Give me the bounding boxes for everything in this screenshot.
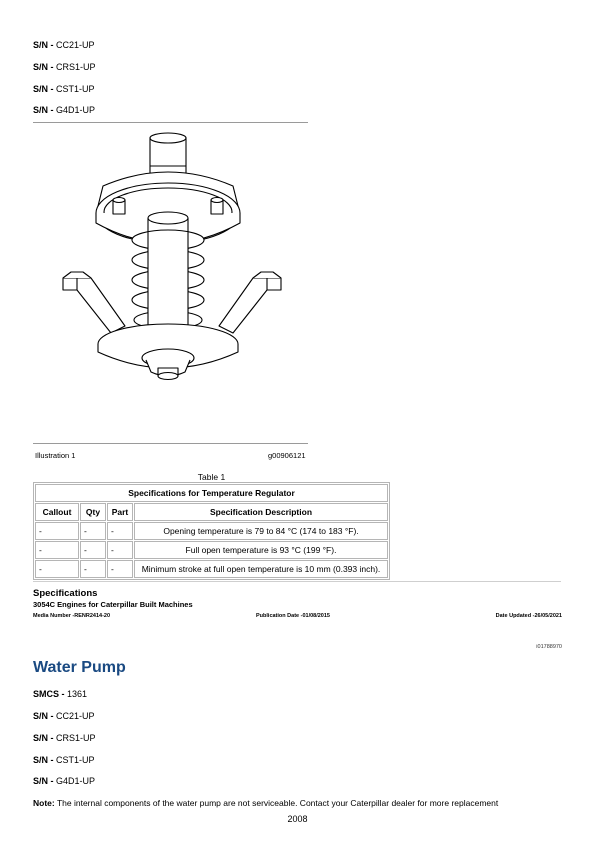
serial-number-line [33, 40, 95, 50]
column-header: Callout [35, 503, 79, 521]
column-header: Specification Description [134, 503, 388, 521]
specification-table [33, 482, 390, 580]
note-paragraph [33, 798, 498, 808]
sn-label: S/N - [33, 711, 54, 721]
table-cell: Full open temperature is 93 °C (199 °F). [134, 541, 388, 559]
smcs-value: 1361 [67, 689, 88, 699]
table-heading: Specifications for Temperature Regulator [35, 484, 388, 502]
sn-value: G4D1-UP [56, 105, 96, 115]
table-title: Table 1 [197, 472, 226, 482]
note-text: The internal components of the water pump are not serviceable. Contact your Caterpillar dealer for more replacement [56, 798, 499, 808]
sn-value: CRS1-UP [56, 62, 96, 72]
divider [33, 581, 561, 582]
table-row [35, 541, 388, 559]
serial-number-line [33, 733, 96, 743]
table-cell: - [80, 560, 106, 578]
column-header: Part [107, 503, 133, 521]
table-cell: - [35, 560, 79, 578]
table-cell: Minimum stroke at full open temperature is 10 mm (0.393 inch). [134, 560, 388, 578]
publication-date: Publication Date -01/08/2015 [256, 613, 330, 619]
section-title: Water Pump [33, 659, 126, 676]
divider [33, 443, 308, 444]
table-cell: - [35, 541, 79, 559]
document-id: i01788970 [536, 644, 562, 650]
engine-subheading: 3054C Engines for Caterpillar Built Machines [33, 600, 193, 609]
serial-number-line [33, 84, 95, 94]
smcs-line [33, 689, 87, 699]
sn-label: S/N - [33, 40, 54, 50]
divider [33, 122, 308, 123]
illustration-caption: Illustration 1 [35, 451, 76, 460]
sn-label: S/N - [33, 62, 54, 72]
sn-label: S/N - [33, 755, 54, 765]
table-cell: - [107, 560, 133, 578]
sn-label: S/N - [33, 84, 54, 94]
sn-value: CC21-UP [56, 711, 95, 721]
serial-number-line [33, 755, 95, 765]
table-heading-row [35, 484, 388, 502]
sn-value: G4D1-UP [56, 776, 96, 786]
smcs-label: SMCS - [33, 689, 65, 699]
sn-label: S/N - [33, 776, 54, 786]
graphic-id: g00906121 [268, 451, 306, 460]
sn-value: CC21-UP [56, 40, 95, 50]
temperature-regulator-illustration [33, 128, 308, 438]
serial-number-line [33, 62, 96, 72]
serial-number-line [33, 711, 95, 721]
table-cell: - [107, 522, 133, 540]
table-row [35, 522, 388, 540]
table-cell: - [80, 541, 106, 559]
table-header-row [35, 503, 388, 521]
table-cell: - [35, 522, 79, 540]
specifications-heading: Specifications [33, 588, 98, 599]
date-updated: Date Updated -26/05/2021 [495, 613, 562, 619]
serial-number-line [33, 776, 95, 786]
table-cell: - [107, 541, 133, 559]
table-cell: Opening temperature is 79 to 84 °C (174 to 183 °F). [134, 522, 388, 540]
sn-value: CST1-UP [56, 84, 95, 94]
table-cell: - [80, 522, 106, 540]
serial-number-line [33, 105, 95, 115]
page-number: 2008 [287, 814, 308, 824]
note-label: Note: [33, 798, 55, 808]
sn-label: S/N - [33, 105, 54, 115]
sn-label: S/N - [33, 733, 54, 743]
media-number: Media Number -RENR2414-20 [33, 613, 111, 619]
table-row [35, 560, 388, 578]
column-header: Qty [80, 503, 106, 521]
sn-value: CRS1-UP [56, 733, 96, 743]
sn-value: CST1-UP [56, 755, 95, 765]
